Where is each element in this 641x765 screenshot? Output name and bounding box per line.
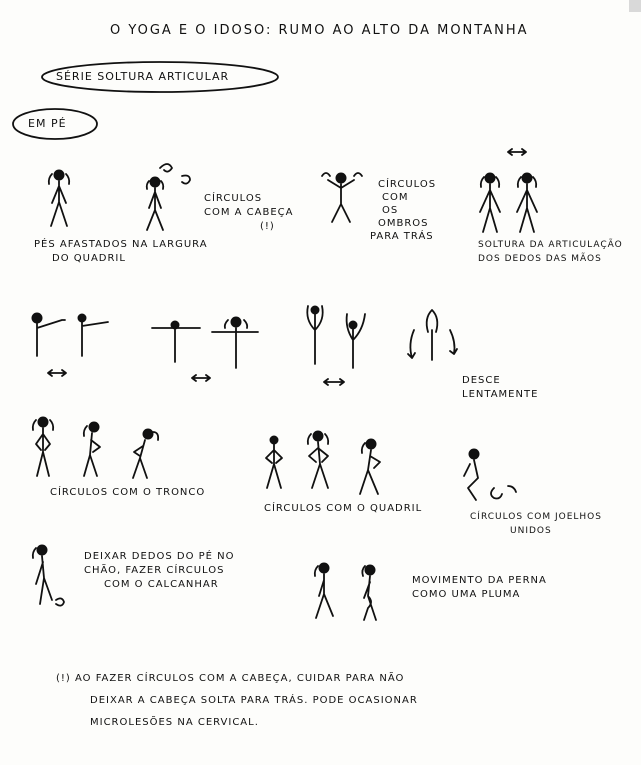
double-arrow-icon [508, 149, 526, 155]
caption-finger-release: SOLTURA DA ARTICULAÇÃO DOS DEDOS DAS MÃOS [478, 240, 623, 264]
caption-knee-circles: CÍRCULOS COM JOELHOS UNIDOS [470, 512, 602, 536]
rotation-arrow-icon [56, 598, 64, 605]
figure-shoulder-circles [322, 173, 362, 222]
double-arrow-icon [192, 375, 210, 381]
caption-head-circles: CÍRCULOS COM A CABEÇA (!) [204, 193, 294, 232]
rotation-arrow-icon [491, 486, 516, 499]
figure-descend [408, 310, 457, 360]
figure-finger-release [480, 149, 537, 232]
figure-knee-circles [464, 449, 516, 500]
position-label: EM PÉ [28, 117, 67, 130]
safety-note: (!) AO FAZER CÍRCULOS COM A CABEÇA, CUIDAR PARA NÃO DEIXAR A CABEÇA SOLTA PARA TRÁS. PODE OCASIONAR MICROLESÕES NA CERVICAL. [56, 673, 418, 728]
figure-heel-circles [33, 545, 64, 606]
figure-arm-side-lift [32, 313, 108, 376]
down-arrow-icon [450, 330, 457, 354]
figure-leg-movement [315, 563, 376, 620]
figure-arms-tilt [152, 317, 258, 381]
caption-feet-apart: PÉS AFASTADOS NA LARGURA DO QUADRIL [34, 239, 208, 264]
page-title: O YOGA E O IDOSO: RUMO AO ALTO DA MONTANHA [110, 23, 529, 38]
caption-hip-circles: CÍRCULOS COM O QUADRIL [264, 503, 423, 514]
caption-heel-circles: DEIXAR DEDOS DO PÉ NO CHÃO, FAZER CÍRCULOS COM O CALCANHAR [84, 551, 235, 590]
figure-hip-circles [266, 431, 380, 494]
figure-trunk-circles [33, 417, 158, 478]
series-label: SÉRIE SOLTURA ARTICULAR [56, 70, 230, 83]
double-arrow-icon [48, 370, 66, 376]
figure-arms-up [307, 306, 365, 385]
double-arrow-icon [324, 379, 344, 385]
rotation-arrow-icon [160, 164, 190, 184]
figure-feet-apart [49, 170, 69, 226]
caption-trunk-circles: CÍRCULOS COM O TRONCO [50, 487, 206, 498]
caption-leg-movement: MOVIMENTO DA PERNA COMO UMA PLUMA [412, 575, 547, 600]
caption-shoulder-circles: CÍRCULOS COM OS OMBROS PARA TRÁS [370, 179, 437, 242]
down-arrow-icon [408, 330, 415, 358]
figure-head-circles [147, 164, 190, 230]
caption-descend: DESCE LENTAMENTE [462, 375, 539, 400]
